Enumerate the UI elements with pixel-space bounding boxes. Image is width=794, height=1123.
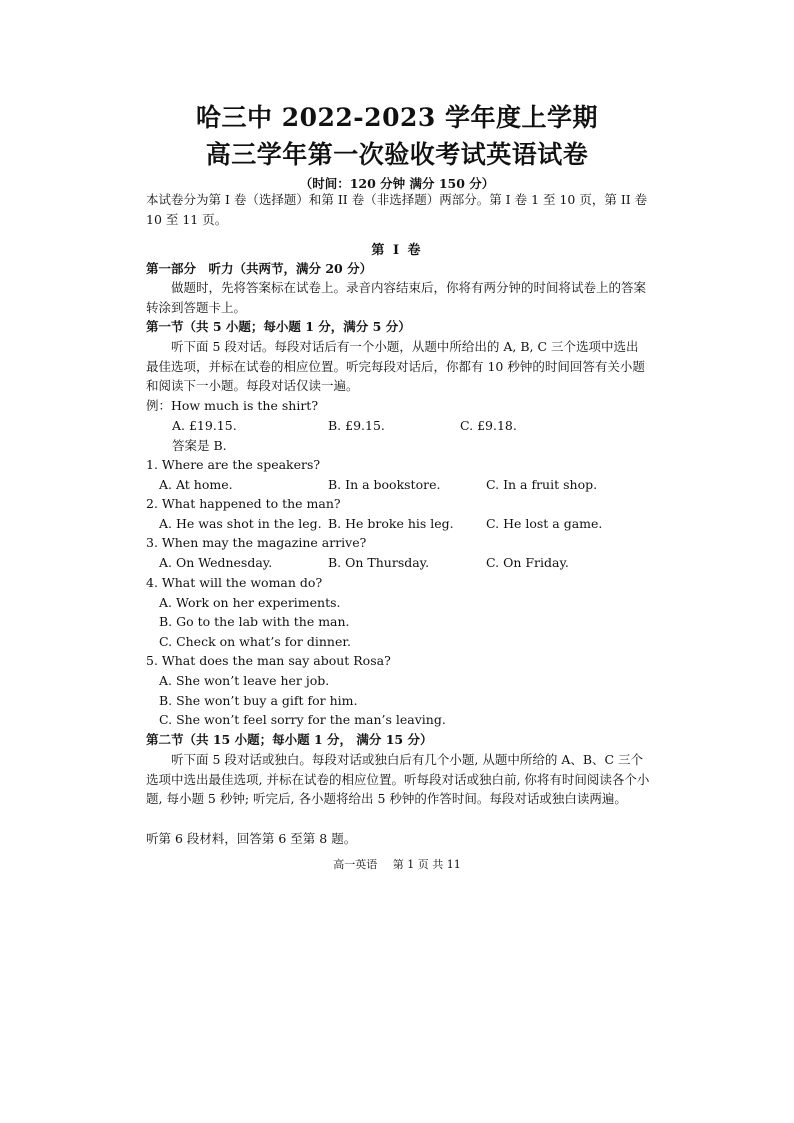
question-5-option-c: C. She won’t feel sorry for the man’s leaving. [159, 712, 446, 727]
section1-heading: 第一节（共 5 小题；每小题 1 分，满分 5 分） [146, 319, 411, 334]
example-option-c: C. £9.18. [460, 418, 517, 433]
question-3-option-c: C. On Friday. [486, 555, 569, 570]
exam-title-line1: 哈三中 2022-2023 学年度上学期 [196, 103, 598, 132]
part1-heading: 第一部分 听力（共两节，满分 20 分） [146, 261, 373, 276]
question-1-option-c: C. In a fruit shop. [486, 477, 598, 492]
section2-instruction: 听下面 5 段对话或独白。每段对话或独白后有几个小题, 从题中所给的 A、B、C 三个选项中选出最佳选项, 并标在试卷的相应位置。听每段对话或独白前, 你将有时间阅读各个小题, 每小题 5 秒钟; 听完后, 各小题将给出 5 秒钟的作答时间。每段对话或独白读两遍。 [146, 752, 650, 807]
question-1-option-b: B. In a bookstore. [328, 477, 441, 492]
question-1-option-a: A. At home. [159, 477, 233, 492]
question-3: 3. When may the magazine arrive? [146, 535, 367, 550]
footer-subject: 高一英语 [333, 858, 378, 871]
section2-heading: 第二节（共 15 小题；每小题 1 分， 满分 15 分） [146, 732, 433, 747]
part1-instruction: 做题时，先将答案标在试卷上。录音内容结束后，你将有两分钟的时间将试卷上的答案转涂到答题卡上。 [146, 280, 647, 315]
question-1: 1. Where are the speakers? [146, 457, 321, 472]
exam-intro: 本试卷分为第 I 卷（选择题）和第 II 卷（非选择题）两部分。第 I 卷 1 至 10 页，第 II 卷 10 至 11 页。 [146, 192, 648, 227]
question-2-option-c: C. He lost a game. [486, 516, 603, 531]
question-4-option-a: A. Work on her experiments. [159, 595, 341, 610]
example-option-b: B. £9.15. [328, 418, 385, 433]
volume-title: 第 I 卷 [371, 243, 423, 258]
question-5-option-a: A. She won’t leave her job. [159, 673, 330, 688]
page-footer [0, 856, 794, 872]
question-4-option-b: B. Go to the lab with the man. [159, 614, 350, 629]
question-2-option-a: A. He was shot in the leg. [159, 516, 322, 531]
example-answer: 答案是 B. [172, 438, 227, 453]
question-2-option-b: B. He broke his leg. [328, 516, 454, 531]
exam-title-line2: 高三学年第一次验收考试英语试卷 [205, 140, 589, 169]
exam-time-info: （时间：120 分钟 满分 150 分） [299, 176, 495, 191]
section2-material-note: 听第 6 段材料，回答第 6 至第 8 题。 [146, 831, 357, 846]
footer-page-number: 第 1 页 共 11 [392, 858, 461, 871]
question-3-option-a: A. On Wednesday. [159, 555, 273, 570]
question-3-option-b: B. On Thursday. [328, 555, 430, 570]
section1-instruction: 听下面 5 段对话。每段对话后有一个小题，从题中所给出的 A, B, C 三个选项中选出最佳选项，并标在试卷的相应位置。听完每段对话后，你都有 10 秒钟的时间回答有关小题和阅读下一小题。每段对话仅读一遍。 [146, 339, 645, 394]
question-4: 4. What will the woman do? [146, 575, 323, 590]
question-4-option-c: C. Check on what’s for dinner. [159, 634, 351, 649]
example-option-a: A. £19.15. [172, 418, 237, 433]
question-5-option-b: B. She won’t buy a gift for him. [159, 693, 358, 708]
example-question: 例：How much is the shirt? [146, 398, 319, 413]
question-5: 5. What does the man say about Rosa? [146, 653, 391, 668]
question-2: 2. What happened to the man? [146, 496, 341, 511]
